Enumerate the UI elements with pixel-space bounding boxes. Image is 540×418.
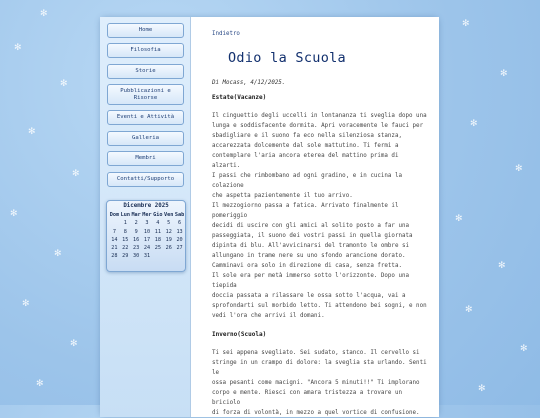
calendar-day[interactable]: 29 xyxy=(122,253,129,260)
article-paragraph: Ti sei appena svegliato. Sei sudato, stanco. Il cervello si stringe in un crampo di dolore: la sveglia sta urlando. Senti le ossa pesanti come macigni. "Ancora 5 minuti!!" Ti implorano corpo e mente. Riesci con amara tristezza a trovare un briciolo di forza di volontà, in mezzo a quel vortice di confusione. xyxy=(212,350,427,416)
calendar-grid xyxy=(109,212,185,261)
nav-item-filosofia[interactable]: Filosofia xyxy=(107,43,184,58)
article-byline: Di Mocass, 4/12/2025. xyxy=(212,80,286,86)
calendar-day[interactable]: 23 xyxy=(133,245,140,252)
calendar-day[interactable]: 7 xyxy=(112,228,116,235)
page-container xyxy=(100,17,439,417)
calendar-day[interactable]: 4 xyxy=(156,220,160,227)
nav-item-storie[interactable]: Storie xyxy=(107,64,184,79)
calendar-day[interactable]: 5 xyxy=(167,220,171,227)
sidebar xyxy=(100,17,191,417)
calendar-day[interactable]: 10 xyxy=(143,228,151,235)
nav-item-eventi[interactable]: Eventi e Attività xyxy=(107,110,184,125)
calendar-day[interactable]: 12 xyxy=(165,228,172,235)
calendar-weekday: Ven xyxy=(164,212,174,218)
nav-item-contatti[interactable]: Contatti/Supporto xyxy=(107,172,184,187)
calendar-day[interactable]: 8 xyxy=(123,228,127,235)
calendar-day[interactable]: 13 xyxy=(176,228,183,235)
calendar-day[interactable]: 18 xyxy=(154,236,161,243)
calendar-weekday: Mar xyxy=(131,212,141,218)
nav-item-galleria[interactable]: Galleria xyxy=(107,131,184,146)
article-paragraph: Il cinguettio degli uccelli in lontananza ti sveglia dopo una lunga e soddisfacente dormita. Apri voracemente le fauci per sbadigliare e il suono fa eco nella silenziosa stanza, accarezzata dolcemente dal sole mattutino. Ti fermi a contemplare l'aria ancora eterea del mattino prima di alzarti. I passi che rimbombano ad ogni gradino, e in cucina la colazione che aspetta pazientemente il tuo arrivo. xyxy=(212,113,427,199)
calendar-day[interactable]: 30 xyxy=(133,253,140,260)
back-link[interactable]: Indietro xyxy=(212,31,240,37)
calendar-title: Dicembre 2025 xyxy=(123,203,169,209)
section-heading-estate: Estate(Vacanze) xyxy=(212,94,267,101)
calendar-day xyxy=(174,253,185,260)
calendar-day[interactable]: 22 xyxy=(122,245,129,252)
calendar-day[interactable]: 2 xyxy=(134,220,138,227)
calendar-weekday: Gio xyxy=(153,212,163,218)
calendar-day xyxy=(109,220,120,227)
page-title: Odio la Scuola xyxy=(228,50,346,66)
nav-item-pubblicazioni[interactable]: Pubblicazioni e Risorse xyxy=(107,84,184,105)
calendar-day[interactable]: 19 xyxy=(165,236,172,243)
calendar-weekday: Dom xyxy=(109,212,120,218)
section-heading-inverno: Inverno(Scuola) xyxy=(212,331,267,338)
calendar-day[interactable]: 24 xyxy=(143,245,151,252)
calendar-day[interactable]: 9 xyxy=(134,228,138,235)
calendar-widget xyxy=(106,200,186,272)
calendar-day[interactable]: 6 xyxy=(178,220,182,227)
calendar-day[interactable]: 16 xyxy=(133,236,140,243)
calendar-day[interactable]: 15 xyxy=(122,236,129,243)
calendar-weekday: Mer xyxy=(142,212,152,218)
nav-item-home[interactable]: Home xyxy=(107,23,184,38)
calendar-day[interactable]: 20 xyxy=(176,236,183,243)
calendar-day[interactable]: 1 xyxy=(123,220,127,227)
calendar-day[interactable]: 31 xyxy=(143,253,151,260)
nav-item-membri[interactable]: Membri xyxy=(107,151,184,166)
calendar-weekday: Lun xyxy=(120,212,130,218)
calendar-day[interactable]: 21 xyxy=(111,245,118,252)
calendar-day[interactable]: 3 xyxy=(145,220,149,227)
calendar-day[interactable]: 14 xyxy=(111,236,118,243)
calendar-day[interactable]: 11 xyxy=(154,228,161,235)
calendar-day[interactable]: 27 xyxy=(176,245,183,252)
calendar-day xyxy=(163,253,174,260)
main-content xyxy=(191,17,439,417)
article-paragraph: Il mezzogiorno passa a fatica. Arrivato finalmente il pomeriggio decidi di uscire con gli amici al solito posto a far una passeggiata, il suono dei vostri passi in quella giornata dipinta di blu. All'avvicinarsi del tramonto le ombre si allungano in trame nere su uno sfondo arancione dorato. Camminavi ora solo in direzione di casa, senza fretta. Il sole era per metà immerso sotto l'orizzonte. Dopo una tiepida doccia passata a rilassare le ossa sotto l'acqua, vai a sprofondarti sul morbido letto. Ti attendono bei sogni, e non vedi l'ora che arrivi il domani. xyxy=(212,203,427,319)
calendar-day[interactable]: 25 xyxy=(154,245,161,252)
calendar-day[interactable]: 26 xyxy=(165,245,172,252)
calendar-day[interactable]: 17 xyxy=(143,236,151,243)
calendar-day xyxy=(152,253,163,260)
calendar-day[interactable]: 28 xyxy=(111,253,118,260)
calendar-weekday: Sab xyxy=(174,212,185,218)
